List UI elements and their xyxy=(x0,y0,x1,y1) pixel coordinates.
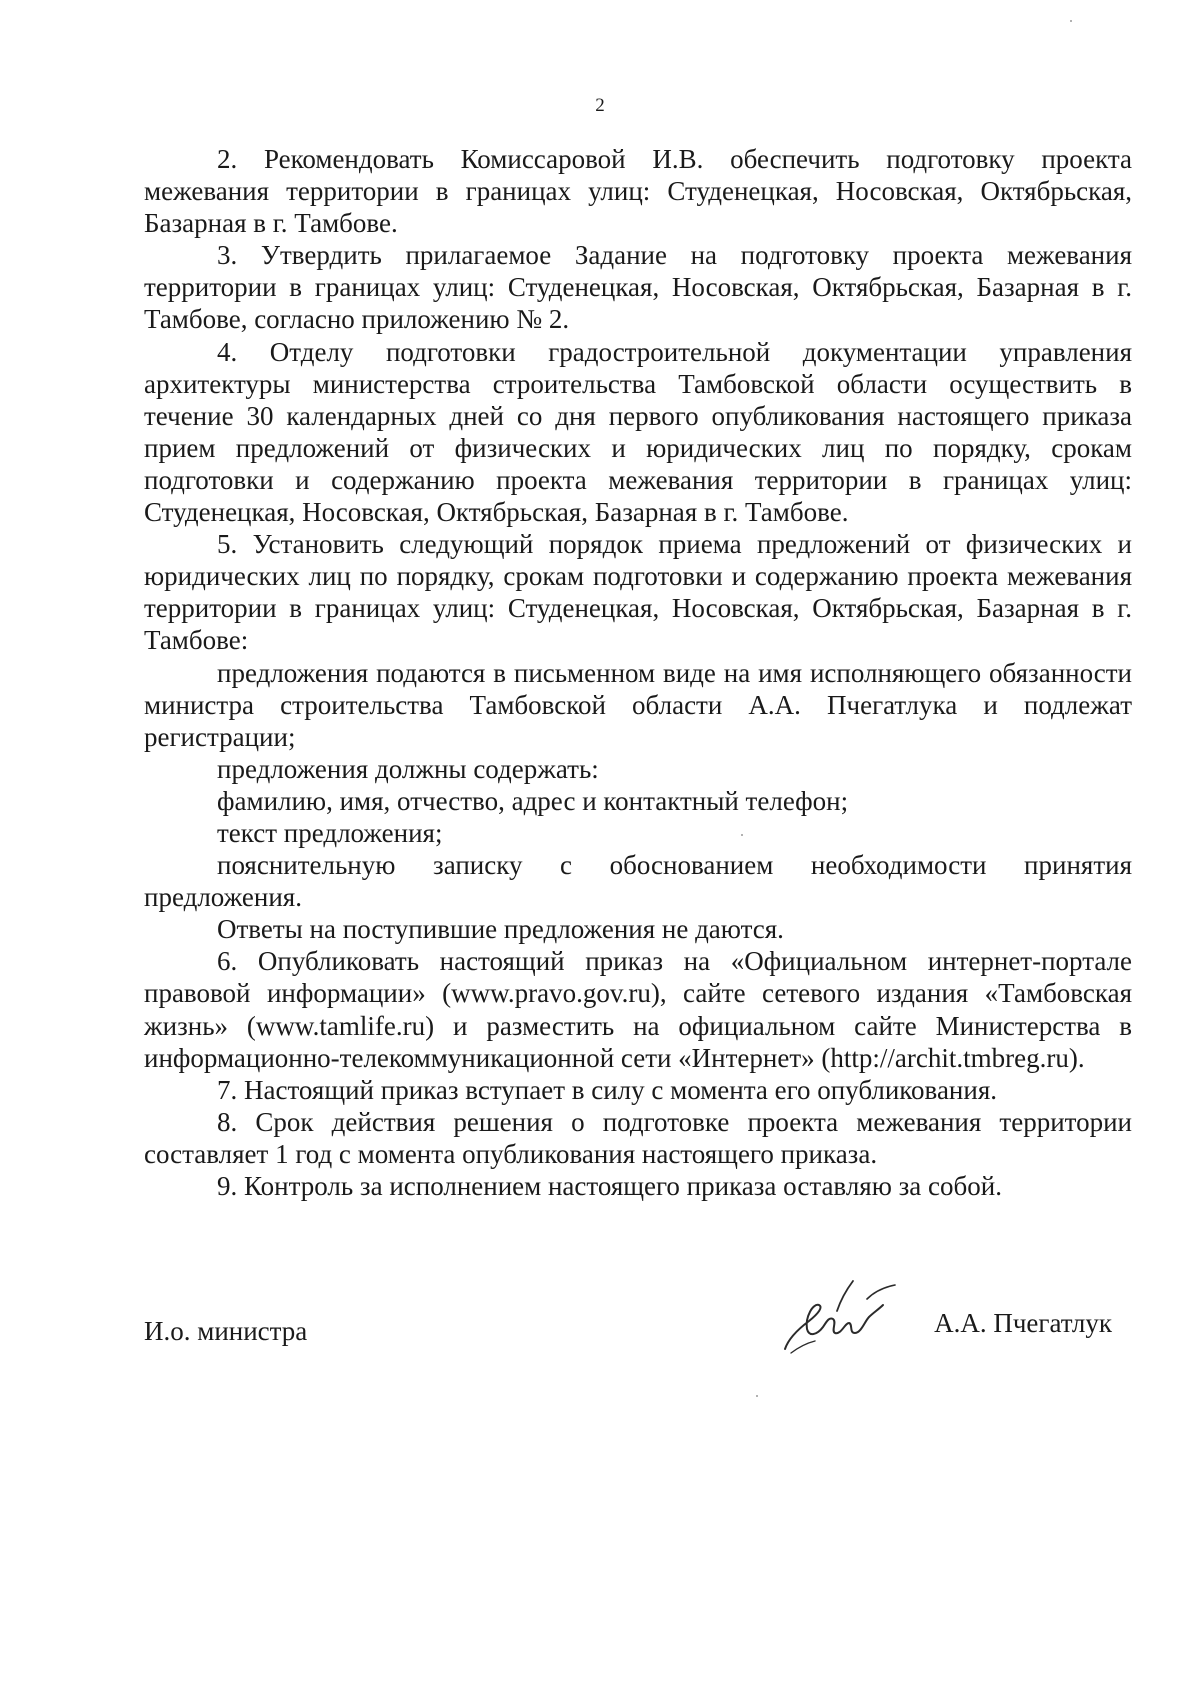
paragraph-item-7: 7. Настоящий приказ вступает в силу с момента его опубликования. xyxy=(217,1074,997,1105)
paragraph-no-replies: Ответы на поступившие предложения не даются. xyxy=(217,914,784,945)
paragraph-proposal-submission: предложения подаются в письменном виде на имя исполняющего обязанности министра строительства Тамбовской области А.А. Пчегатлука и подлежат регистрации; xyxy=(144,657,1132,752)
paragraph-item-8: 8. Срок действия решения о подготовке проекта межевания территории составляет 1 год с момента опубликования настоящего приказа. xyxy=(144,1106,1132,1169)
paragraph-proposal-contents: предложения должны содержать: xyxy=(217,753,599,784)
handwritten-signature xyxy=(779,1277,899,1357)
scan-speck xyxy=(756,1395,758,1397)
paragraph-item-9: 9. Контроль за исполнением настоящего приказа оставляю за собой. xyxy=(217,1171,1002,1201)
paragraph-proposal-text: текст предложения; xyxy=(217,817,443,848)
signature-block xyxy=(144,1295,1132,1375)
page-number: 2 xyxy=(595,95,605,116)
paragraph-proposal-contact: фамилию, имя, отчество, адрес и контактный телефон; xyxy=(217,785,849,816)
paragraph-item-5: 5. Установить следующий порядок приема предложений от физических и юридических лиц по порядку, срокам подготовки и содержанию проекта межевания территории в границах улиц: Студенецкая, Носовская, Октябрьская, Базарная в г. Тамбове: xyxy=(144,529,1132,656)
scan-speck xyxy=(741,834,743,836)
paragraph-item-3: 3. Утвердить прилагаемое Задание на подготовку проекта межевания территории в границах улиц: Студенецкая, Носовская, Октябрьская, Базарная в г. Тамбове, согласно приложению № 2. xyxy=(144,240,1132,335)
document-body xyxy=(144,143,1132,1202)
signer-name: А.А. Пчегатлук xyxy=(934,1308,1112,1338)
paragraph-proposal-note: пояснительную записку с обоснованием необходимости принятия предложения. xyxy=(144,850,1132,913)
scan-speck xyxy=(1070,20,1072,22)
paragraph-item-6: 6. Опубликовать настоящий приказ на «Официальном интернет-портале правовой информации» (www.pravo.gov.ru), сайте сетевого издания «Тамбовская жизнь» (www.tamlife.ru) и разместить на официальном сайте Министерства в информационно-телекоммуникационной сети «Интернет» (http://archit.tmbreg.ru). xyxy=(144,946,1132,1073)
signer-title: И.о. министра xyxy=(144,1316,308,1346)
paragraph-item-4: 4. Отделу подготовки градостроительной документации управления архитектуры министерства строительства Тамбовской области осуществить в течение 30 календарных дней со дня первого опубликования настоящего приказа прием предложений от физических и юридических лиц по порядку, срокам подготовки и содержанию проекта межевания территории в границах улиц: Студенецкая, Носовская, Октябрьская, Базарная в г. Тамбове. xyxy=(144,336,1132,528)
paragraph-item-2: 2. Рекомендовать Комиссаровой И.В. обеспечить подготовку проекта межевания территории в границах улиц: Студенецкая, Носовская, Октябрьская, Базарная в г. Тамбове. xyxy=(144,144,1132,239)
